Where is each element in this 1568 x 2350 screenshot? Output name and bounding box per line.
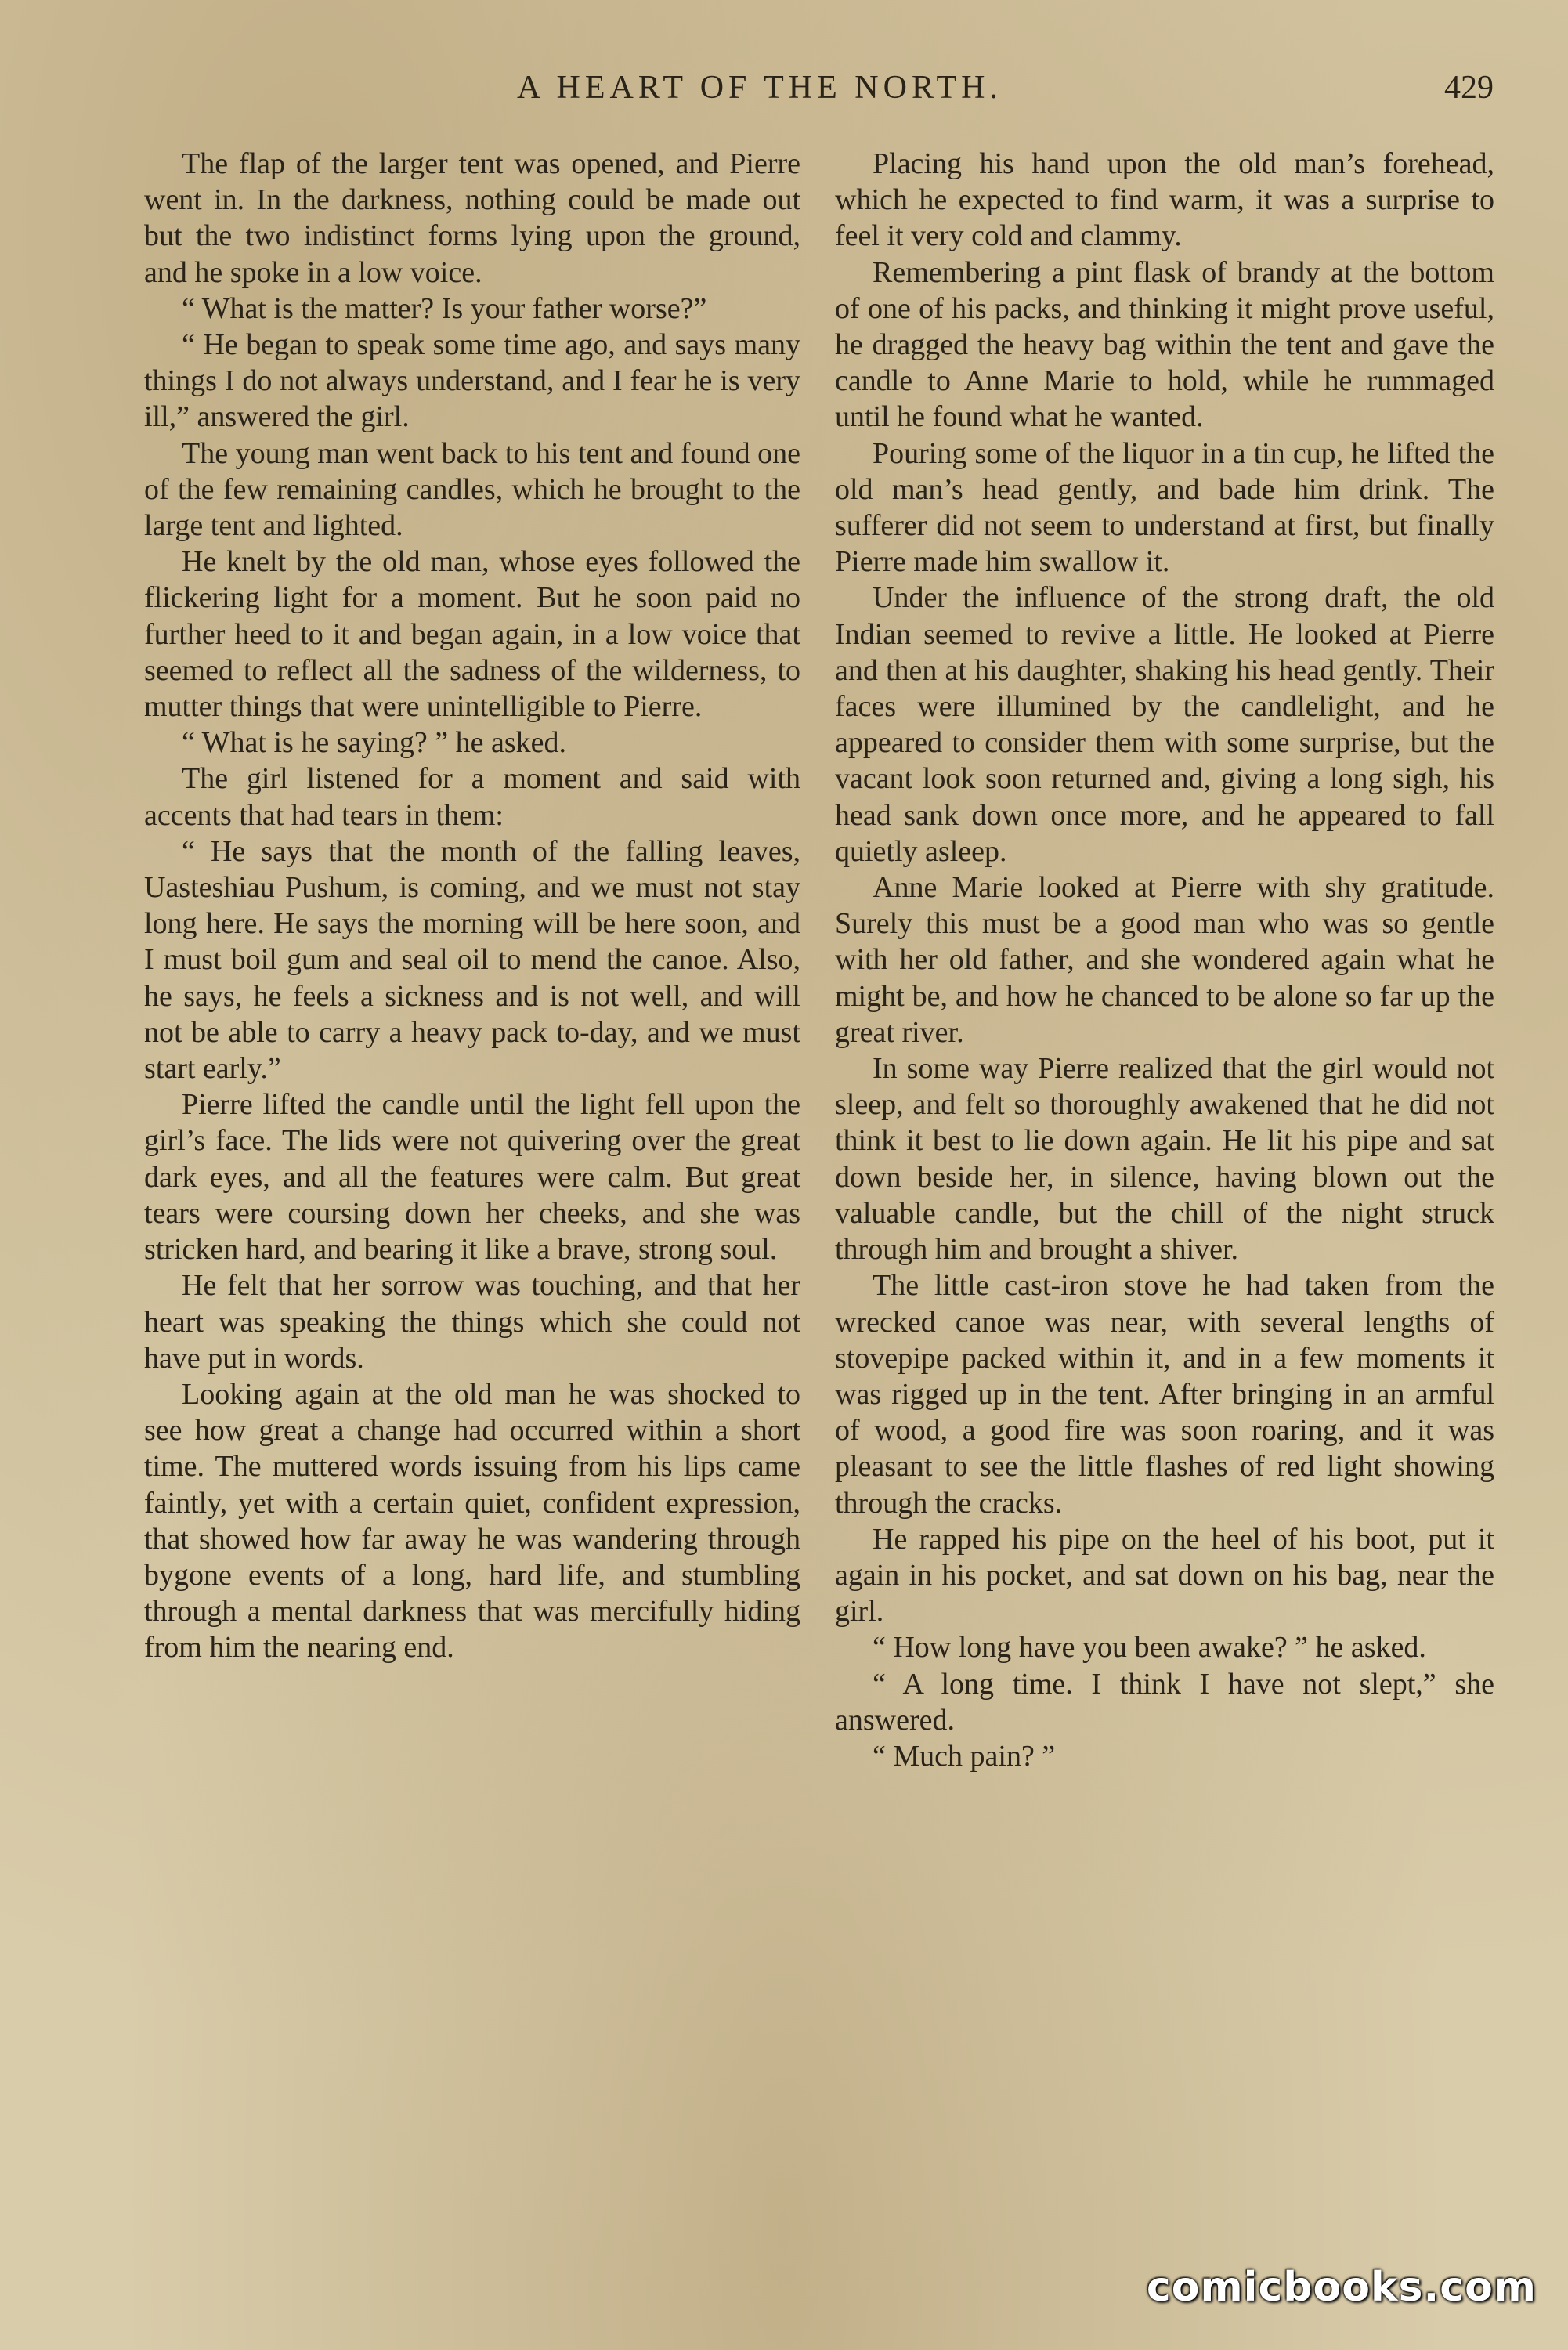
paragraph: He rapped his pipe on the heel of his boot, put it again in his pocket, and sat down on his bag, near the girl. bbox=[835, 1522, 1494, 1629]
paragraph: “ He began to speak some time ago, and says many things I do not always understand, and I fear he is very ill,” answered the girl. bbox=[144, 328, 800, 434]
right-column bbox=[835, 146, 1494, 1774]
paragraph: Under the influence of the strong draft, the old Indian seemed to revive a little. He looked at Pierre and then at his daughter, shaking his head gently. Their faces were illumined by the candlelight, and he appeared to consider them with some surprise, but the vacant look soon returned and, giving a long sigh, his head sank down once more, and he appeared to fall quietly asleep. bbox=[835, 581, 1494, 868]
paragraph: The little cast-iron stove he had taken from the wrecked canoe was near, with several lengths of stovepipe packed within it, and in a few moments it was rigged up in the tent. After bringing in an armful of wood, a good fire was soon roaring, and it was pleasant to see the little flashes of red light showing through the cracks. bbox=[835, 1269, 1494, 1520]
paragraph: He knelt by the old man, whose eyes followed the flickering light for a moment. But he soon paid no further heed to it and began again, in a low voice that seemed to reflect all the sadness of the wilderness, to mutter things that were unintelligible to Pierre. bbox=[144, 545, 800, 724]
paragraph: The girl listened for a moment and said with accents that had tears in them: bbox=[144, 762, 800, 832]
paragraph: Anne Marie looked at Pierre with shy gratitude. Surely this must be a good man who was so gentle with her old father, and she wondered again what he might be, and how he chanced to be alone so far up the great river. bbox=[835, 871, 1494, 1049]
paragraph: “ What is the matter? Is your father worse?” bbox=[182, 291, 707, 325]
paragraph: In some way Pierre realized that the girl would not sleep, and felt so thoroughly awakened that he did not think it best to lie down again. He lit his pipe and sat down beside her, in silence, having blown out the valuable candle, but the chill of the night struck through him and brought a shiver. bbox=[835, 1052, 1494, 1267]
paragraph: Pouring some of the liquor in a tin cup, he lifted the old man’s head gently, and bade him drink. The sufferer did not seem to understand at first, but finally Pierre made him swallow it. bbox=[835, 436, 1494, 579]
paragraph: Looking again at the old man he was shocked to see how great a change had occurred within a short time. The muttered words issuing from his lips came faintly, yet with a certain quiet, confident expression, that showed how far away he was wandering through bygone events of a long, hard life, and stumbling through a mental darkness that was mercifully hiding from him the nearing end. bbox=[144, 1377, 800, 1665]
paragraph: The flap of the larger tent was opened, and Pierre went in. In the darkness, nothing could be made out but the two indistinct forms lying upon the ground, and he spoke in a low voice. bbox=[144, 147, 800, 289]
page-number: 429 bbox=[1444, 70, 1494, 106]
paragraph: Placing his hand upon the old man’s forehead, which he expected to find warm, it was a surprise to feel it very cold and clammy. bbox=[835, 147, 1494, 253]
left-column bbox=[144, 146, 800, 1666]
running-title: A HEART OF THE NORTH. bbox=[517, 70, 1003, 106]
running-head bbox=[0, 69, 1568, 111]
paragraph: He felt that her sorrow was touching, and that her heart was speaking the things which she could not have put in words. bbox=[144, 1269, 800, 1375]
paragraph: “ Much pain? ” bbox=[873, 1739, 1056, 1773]
paragraph: “ How long have you been awake? ” he asked. bbox=[873, 1631, 1426, 1665]
paragraph: Remembering a pint flask of brandy at the bottom of one of his packs, and thinking it might prove useful, he dragged the heavy bag within the tent and gave the candle to Anne Marie to hold, while he rummaged until he found what he wanted. bbox=[835, 255, 1494, 434]
paragraph: “ What is he saying? ” he asked. bbox=[182, 726, 567, 760]
watermark: comicbooks.com bbox=[1146, 2264, 1537, 2311]
paragraph: Pierre lifted the candle until the light fell upon the girl’s face. The lids were not quivering over the great dark eyes, and all the features were calm. But great tears were coursing down her cheeks, and she was stricken hard, and bearing it like a brave, strong soul. bbox=[144, 1088, 800, 1267]
paragraph: “ He says that the month of the falling leaves, Uasteshiau Pushum, is coming, and we must not stay long here. He says the morning will be here soon, and I must boil gum and seal oil to mend the canoe. Also, he says, he feels a sickness and is not well, and will not be able to carry a heavy pack to-day, and we must start early.” bbox=[144, 834, 800, 1086]
paragraph: “ A long time. I think I have not slept,” she answered. bbox=[835, 1667, 1494, 1737]
paragraph: The young man went back to his tent and found one of the few remaining candles, which he brought to the large tent and lighted. bbox=[144, 436, 800, 543]
